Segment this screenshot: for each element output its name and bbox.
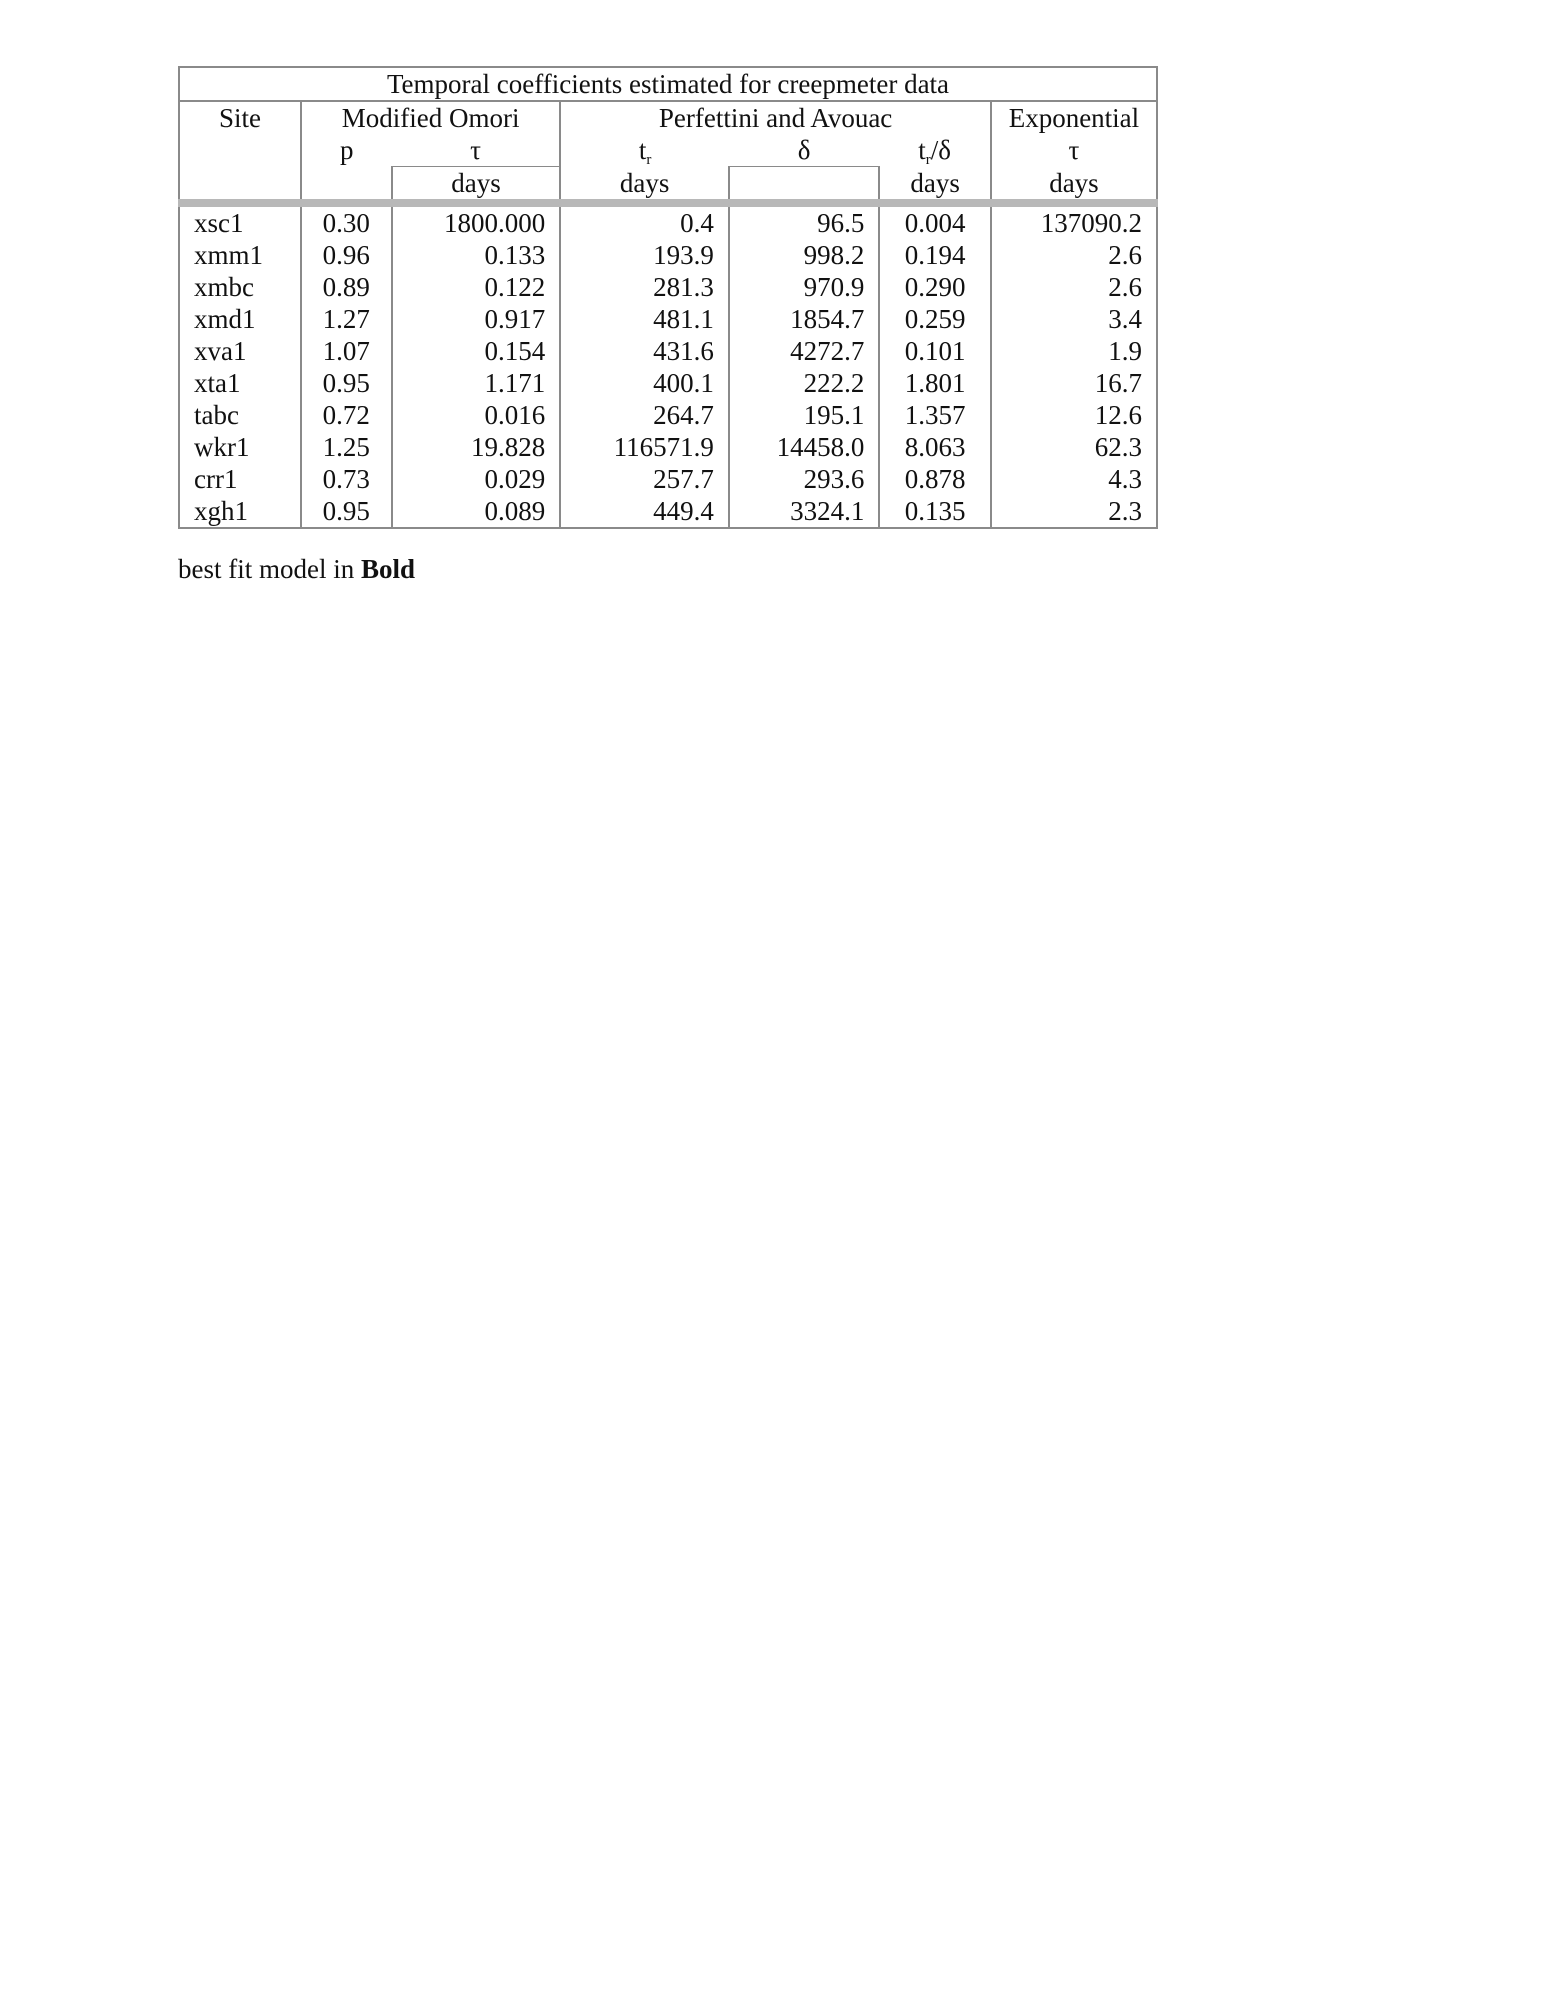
cell-site: xva1 bbox=[194, 336, 247, 366]
table-caption: Temporal coefficients estimated for creepmeter data bbox=[179, 67, 1157, 101]
cell-p: 0.95 bbox=[301, 495, 392, 528]
cell-ratio: 0.135 bbox=[879, 495, 991, 528]
header-ratio-rest: /δ bbox=[930, 135, 951, 166]
header-p-unit-spacer bbox=[301, 167, 392, 204]
header-exp-tau: τ bbox=[991, 134, 1157, 167]
cell-p: 0.89 bbox=[301, 271, 392, 303]
cell-delta: 4272.7 bbox=[729, 335, 879, 367]
table-row bbox=[179, 271, 1157, 303]
header-exponential: Exponential bbox=[991, 101, 1157, 134]
header-tr bbox=[560, 134, 729, 167]
cell-delta: 3324.1 bbox=[729, 495, 879, 528]
header-ratio-unit: days bbox=[879, 167, 991, 204]
cell-p: 1.07 bbox=[301, 335, 392, 367]
coefficients-table-wrapper bbox=[178, 66, 1158, 529]
header-modified-omori: Modified Omori bbox=[301, 101, 560, 134]
cell-p: 0.30 bbox=[301, 203, 392, 239]
table-row bbox=[179, 239, 1157, 271]
header-delta: δ bbox=[797, 135, 811, 165]
cell-tau: 0.154 bbox=[392, 335, 561, 367]
cell-tr: 257.7 bbox=[560, 463, 729, 495]
cell-exp-tau: 3.4 bbox=[991, 303, 1157, 335]
cell-ratio: 1.357 bbox=[879, 399, 991, 431]
cell-delta: 293.6 bbox=[729, 463, 879, 495]
cell-exp-tau: 12.6 bbox=[991, 399, 1157, 431]
table-row bbox=[179, 367, 1157, 399]
cell-delta: 96.5 bbox=[729, 203, 879, 239]
table-row bbox=[179, 431, 1157, 463]
cell-exp-tau: 16.7 bbox=[991, 367, 1157, 399]
table-body bbox=[179, 203, 1157, 528]
cell-tr: 116571.9 bbox=[560, 431, 729, 463]
cell-tau: 1.171 bbox=[392, 367, 561, 399]
table-row bbox=[179, 399, 1157, 431]
cell-p: 1.25 bbox=[301, 431, 392, 463]
cell-tau: 0.016 bbox=[392, 399, 561, 431]
cell-tau: 0.029 bbox=[392, 463, 561, 495]
cell-ratio: 0.259 bbox=[879, 303, 991, 335]
cell-ratio: 0.878 bbox=[879, 463, 991, 495]
cell-site: xmm1 bbox=[194, 240, 264, 270]
cell-tr: 400.1 bbox=[560, 367, 729, 399]
header-tr-unit: days bbox=[560, 167, 729, 204]
cell-site: tabc bbox=[194, 400, 239, 430]
cell-exp-tau: 137090.2 bbox=[991, 203, 1157, 239]
table-row bbox=[179, 335, 1157, 367]
header-tau: τ bbox=[470, 135, 481, 165]
cell-tau: 0.089 bbox=[392, 495, 561, 528]
cell-exp-tau: 4.3 bbox=[991, 463, 1157, 495]
header-site-spacer-2 bbox=[179, 167, 301, 204]
cell-site: wkr1 bbox=[194, 432, 250, 462]
table-row bbox=[179, 203, 1157, 239]
footnote-bold-word: Bold bbox=[360, 554, 416, 584]
header-exp-unit: days bbox=[991, 167, 1157, 204]
cell-exp-tau: 2.6 bbox=[991, 239, 1157, 271]
cell-tr: 0.4 bbox=[560, 203, 729, 239]
cell-tr: 281.3 bbox=[560, 271, 729, 303]
header-site: Site bbox=[218, 103, 261, 133]
cell-ratio: 0.004 bbox=[879, 203, 991, 239]
cell-exp-tau: 1.9 bbox=[991, 335, 1157, 367]
table-row bbox=[179, 495, 1157, 528]
cell-p: 0.95 bbox=[301, 367, 392, 399]
cell-site: xmd1 bbox=[194, 304, 256, 334]
cell-site: xta1 bbox=[194, 368, 241, 398]
cell-ratio: 1.801 bbox=[879, 367, 991, 399]
cell-tau: 19.828 bbox=[392, 431, 561, 463]
cell-ratio: 0.290 bbox=[879, 271, 991, 303]
cell-tau: 0.122 bbox=[392, 271, 561, 303]
header-site-spacer bbox=[179, 134, 301, 167]
cell-ratio: 0.101 bbox=[879, 335, 991, 367]
header-ratio-t: t bbox=[918, 135, 926, 166]
cell-tr: 193.9 bbox=[560, 239, 729, 271]
cell-tr: 449.4 bbox=[560, 495, 729, 528]
header-ratio bbox=[879, 134, 991, 167]
cell-exp-tau: 62.3 bbox=[991, 431, 1157, 463]
cell-delta: 1854.7 bbox=[729, 303, 879, 335]
cell-tau: 1800.000 bbox=[392, 203, 561, 239]
table-row bbox=[179, 463, 1157, 495]
cell-tr: 431.6 bbox=[560, 335, 729, 367]
cell-ratio: 8.063 bbox=[879, 431, 991, 463]
coefficients-table bbox=[178, 66, 1158, 529]
header-ratio-sub: r bbox=[925, 152, 931, 169]
cell-delta: 14458.0 bbox=[729, 431, 879, 463]
table-footnote bbox=[178, 553, 415, 585]
header-tau-unit: days bbox=[392, 167, 561, 204]
cell-delta: 222.2 bbox=[729, 367, 879, 399]
cell-exp-tau: 2.3 bbox=[991, 495, 1157, 528]
cell-p: 1.27 bbox=[301, 303, 392, 335]
cell-site: xsc1 bbox=[194, 208, 244, 238]
cell-tr: 264.7 bbox=[560, 399, 729, 431]
cell-exp-tau: 2.6 bbox=[991, 271, 1157, 303]
cell-p: 0.72 bbox=[301, 399, 392, 431]
header-tr-t: t bbox=[638, 135, 647, 166]
cell-ratio: 0.194 bbox=[879, 239, 991, 271]
cell-delta: 998.2 bbox=[729, 239, 879, 271]
cell-delta: 195.1 bbox=[729, 399, 879, 431]
table-row bbox=[179, 303, 1157, 335]
cell-delta: 970.9 bbox=[729, 271, 879, 303]
cell-site: crr1 bbox=[194, 464, 238, 494]
header-delta-unit-spacer bbox=[729, 167, 879, 204]
cell-site: xgh1 bbox=[194, 496, 248, 526]
header-p: p bbox=[301, 134, 392, 167]
cell-p: 0.96 bbox=[301, 239, 392, 271]
cell-p: 0.73 bbox=[301, 463, 392, 495]
header-tr-sub: r bbox=[646, 152, 652, 169]
cell-tr: 481.1 bbox=[560, 303, 729, 335]
cell-tau: 0.133 bbox=[392, 239, 561, 271]
header-perfettini-avouac: Perfettini and Avouac bbox=[560, 101, 991, 134]
cell-site: xmbc bbox=[194, 272, 254, 302]
footnote-text: best fit model in bbox=[178, 554, 361, 584]
cell-tau: 0.917 bbox=[392, 303, 561, 335]
